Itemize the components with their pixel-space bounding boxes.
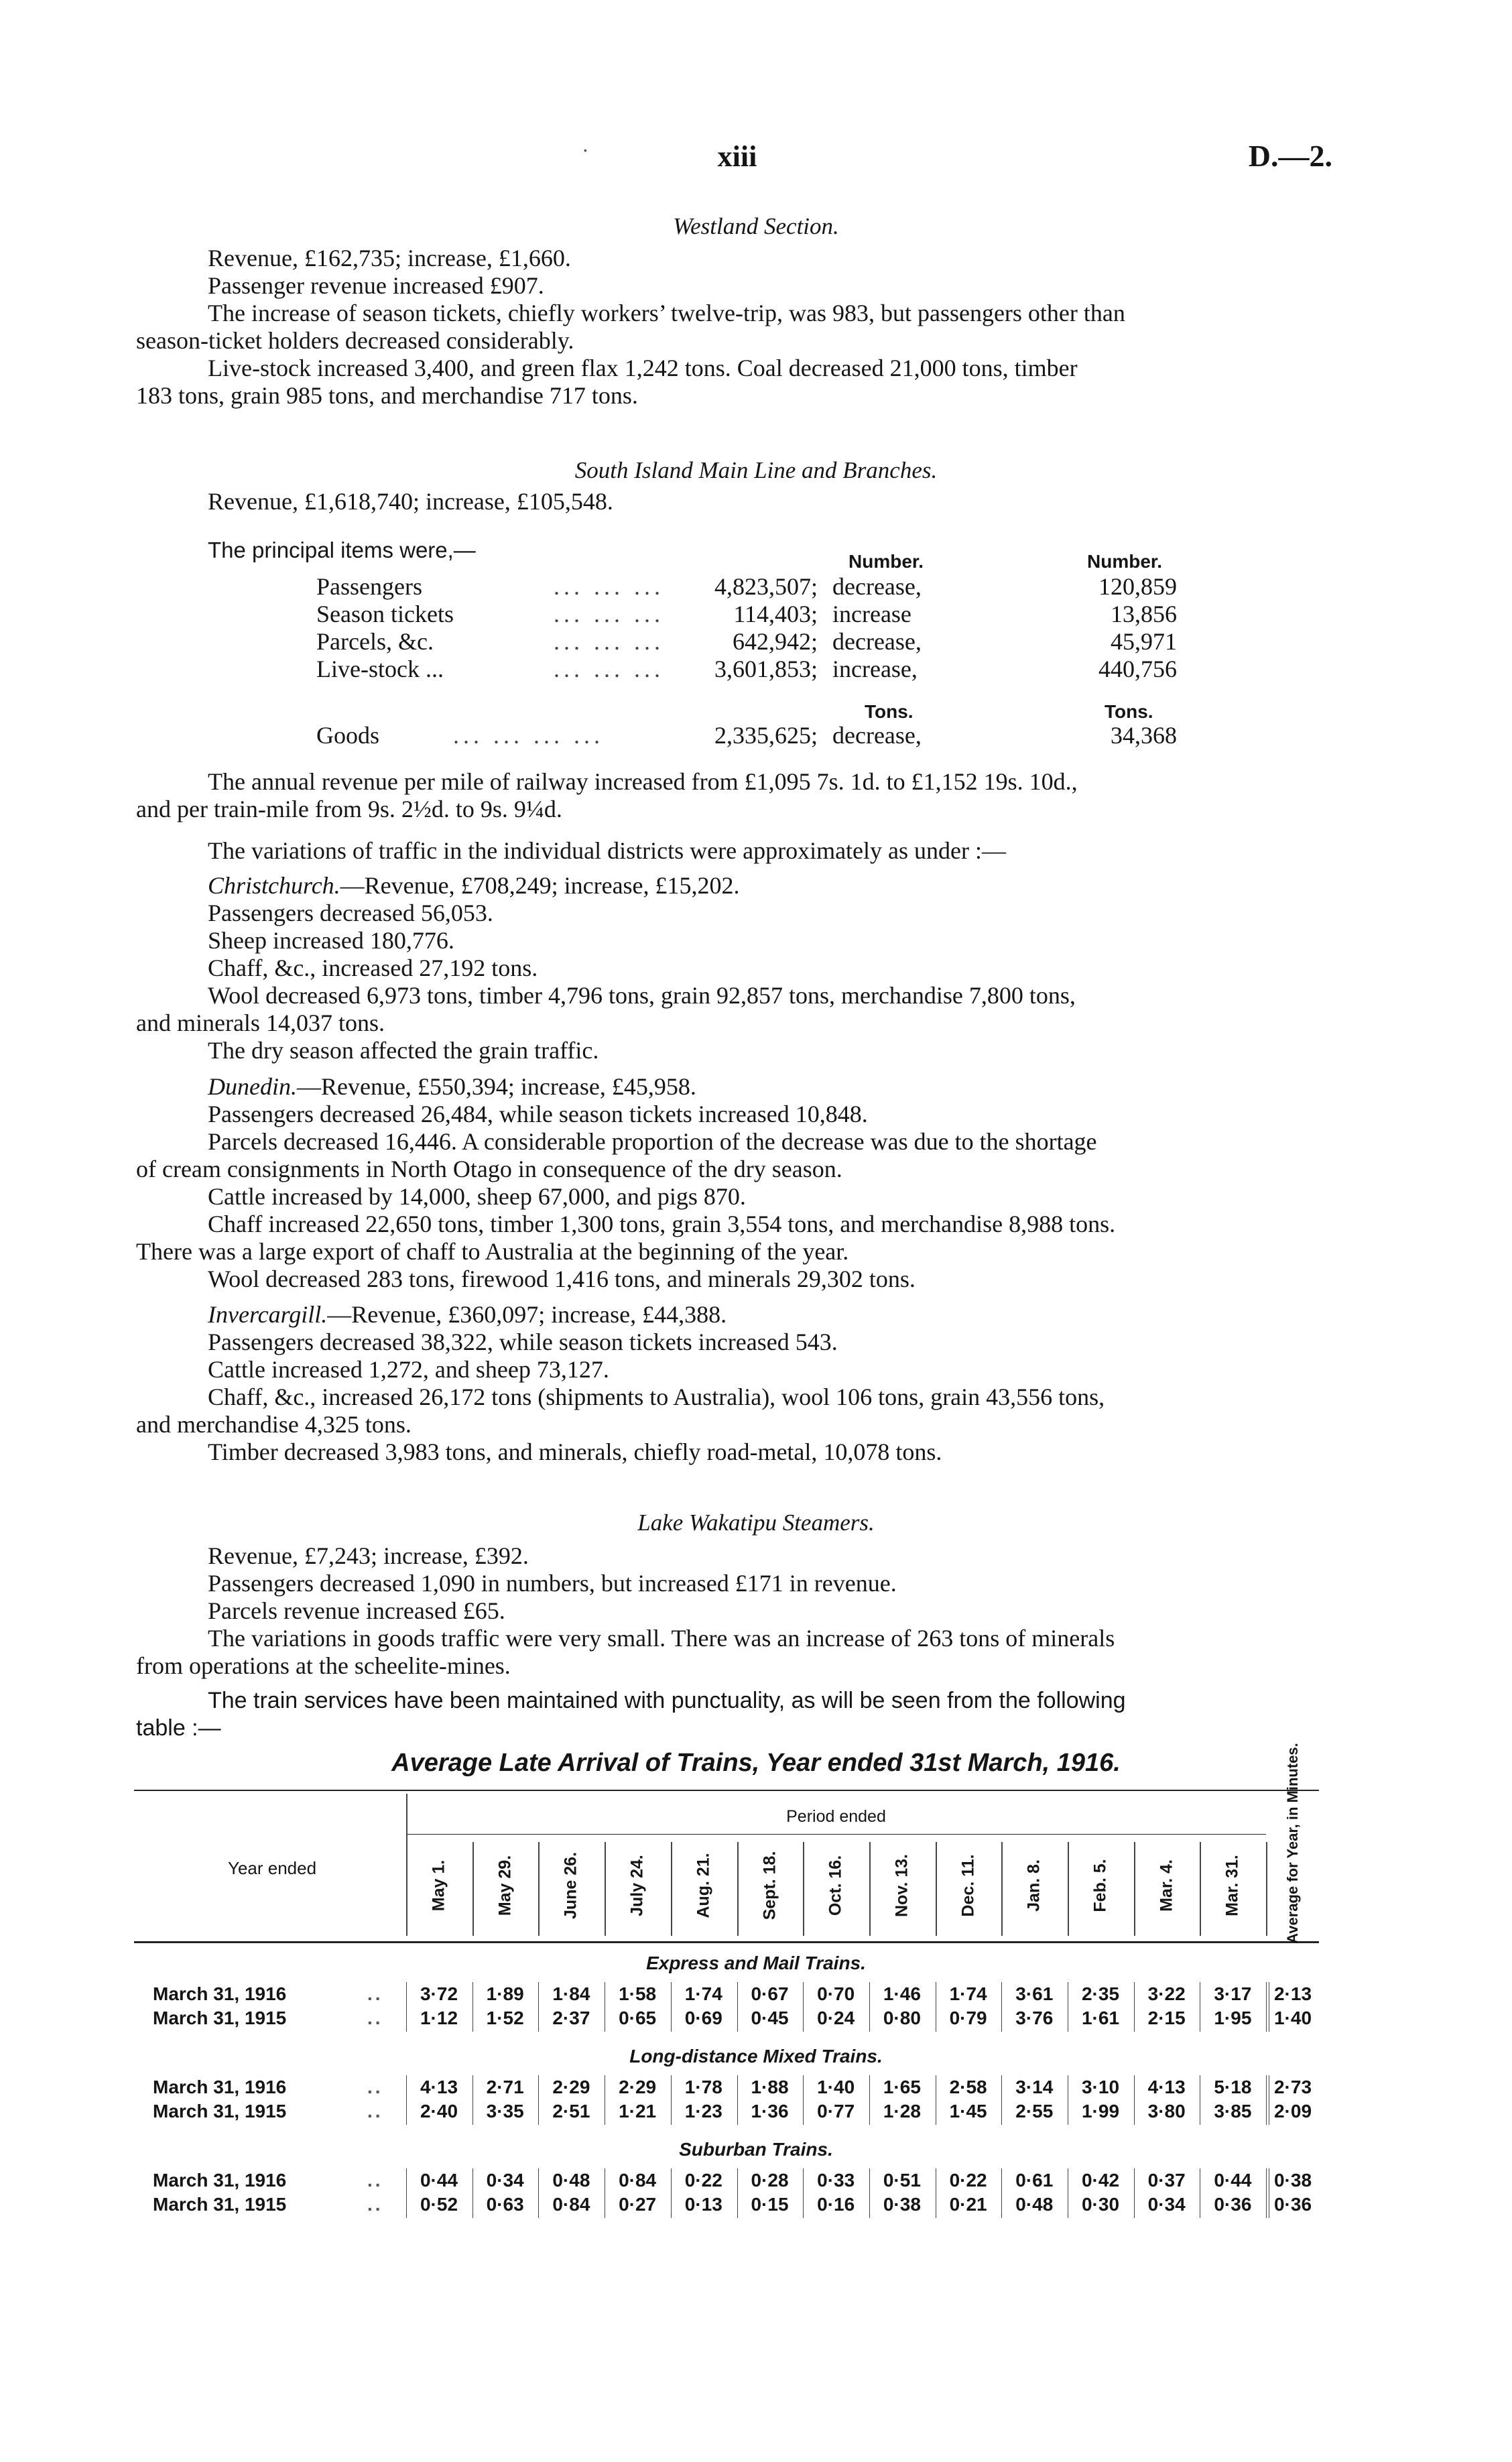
table-row <box>0 2077 1512 2101</box>
value-cell: 2·51 <box>552 2101 590 2121</box>
value-cell: 3·35 <box>486 2101 524 2121</box>
value-cell: 1·89 <box>486 1983 524 2004</box>
wakatipu-line: The variations in goods traffic were very small. There was an increase of 263 tons of minerals <box>208 1625 1115 1652</box>
table-header-rule <box>134 1941 1319 1943</box>
period-column-head: Oct. 16. <box>826 1855 845 1916</box>
column-separator <box>869 2075 870 2125</box>
dunedin-line: Chaff increased 22,650 tons, timber 1,300 tons, grain 3,554 tons, and merchandise 8,988 tons. <box>208 1211 1116 1237</box>
column-separator <box>671 1842 672 1936</box>
table-row <box>0 2101 1512 2125</box>
value-cell: 0·24 <box>817 2008 855 2028</box>
value-cell: 0·22 <box>949 2170 987 2191</box>
christchurch-line: Wool decreased 6,973 tons, timber 4,796 tons, grain 92,857 tons, merchandise 7,800 tons, <box>208 982 1076 1009</box>
value-cell: 1·74 <box>684 1983 722 2004</box>
column-separator <box>803 1982 804 2032</box>
christchurch-line: Sheep increased 180,776. <box>208 927 454 954</box>
page-number: xiii <box>717 140 757 173</box>
value-cell: 1·21 <box>619 2101 657 2121</box>
column-separator <box>538 2168 539 2218</box>
column-separator <box>472 2075 473 2125</box>
value-cell: 0·65 <box>619 2008 657 2028</box>
value-cell: 0·27 <box>619 2194 657 2215</box>
year-cell: March 31, 1916 <box>153 2077 287 2097</box>
value-cell: 3·14 <box>1015 2077 1054 2097</box>
column-separator <box>803 2168 804 2218</box>
table-row <box>0 2008 1512 2032</box>
principal-item-row: Passengers ... ... ... 4,823,507; decrease, 120,859 <box>316 573 1177 600</box>
column-separator <box>406 2168 407 2218</box>
wakatipu-title: Lake Wakatipu Steamers. <box>637 1510 875 1536</box>
average-cell: 1·40 <box>1273 2008 1312 2028</box>
value-cell: 1·84 <box>552 1983 590 2004</box>
westland-line: season-ticket holders decreased considerably. <box>136 327 574 354</box>
westland-line: The increase of season tickets, chiefly workers’ twelve-trip, was 983, but passengers other than <box>208 300 1125 326</box>
value-cell: 0·28 <box>751 2170 789 2191</box>
year-cell: March 31, 1916 <box>153 2170 287 2191</box>
period-column-head: Dec. 11. <box>958 1853 978 1917</box>
leader-dots: .. <box>367 2101 383 2121</box>
period-column-head: July 24. <box>627 1854 647 1916</box>
column-separator <box>406 1982 407 2032</box>
column-separator <box>605 1842 606 1936</box>
tons-column-head: Tons. <box>1105 701 1153 722</box>
column-separator <box>538 2075 539 2125</box>
column-separator <box>737 2168 738 2218</box>
value-cell: 0·67 <box>751 1983 789 2004</box>
value-cell: 2·15 <box>1147 2008 1186 2028</box>
average-column-head: Average for Year, in Minutes. <box>1284 1743 1301 1944</box>
table-row <box>0 2170 1512 2194</box>
period-column-head: June 26. <box>561 1851 580 1919</box>
dunedin-heading: Dunedin.—Revenue, £550,394; increase, £45,958. <box>208 1073 696 1100</box>
value-cell: 0·51 <box>883 2170 921 2191</box>
dunedin-line: Wool decreased 283 tons, firewood 1,416 tons, and minerals 29,302 tons. <box>208 1266 916 1292</box>
christchurch-heading: Christchurch.—Revenue, £708,249; increase, £15,202. <box>208 872 740 899</box>
column-separator <box>472 2168 473 2218</box>
column-separator <box>869 1982 870 2032</box>
christchurch-line: and minerals 14,037 tons. <box>136 1009 385 1036</box>
value-cell: 0·42 <box>1081 2170 1120 2191</box>
value-cell: 0·34 <box>486 2170 524 2191</box>
value-cell: 3·76 <box>1015 2008 1054 2028</box>
value-cell: 0·34 <box>1147 2194 1186 2215</box>
year-cell: March 31, 1916 <box>153 1983 287 2004</box>
value-cell: 1·78 <box>684 2077 722 2097</box>
column-separator <box>1266 2075 1267 2125</box>
value-cell: 3·72 <box>420 1983 458 2004</box>
value-cell: 0·70 <box>817 1983 855 2004</box>
column-separator <box>869 1842 871 1936</box>
principal-item-row: Parcels, &c. ... ... ... 642,942; decrease, 45,971 <box>316 628 1177 655</box>
train-group-heading: Express and Mail Trains. <box>646 1953 866 1973</box>
value-cell: 0·30 <box>1081 2194 1120 2215</box>
period-ended-head: Period ended <box>786 1807 886 1826</box>
value-cell: 0·79 <box>949 2008 987 2028</box>
column-separator <box>737 2075 738 2125</box>
column-separator <box>1134 2075 1135 2125</box>
value-cell: 0·13 <box>684 2194 722 2215</box>
header-mark: · <box>582 138 589 162</box>
value-cell: 3·85 <box>1214 2101 1252 2121</box>
column-separator <box>1001 1982 1002 2032</box>
column-separator <box>1134 1982 1135 2032</box>
value-cell: 1·61 <box>1081 2008 1120 2028</box>
average-cell: 2·73 <box>1273 2077 1312 2097</box>
year-cell: March 31, 1915 <box>153 2101 287 2121</box>
invercargill-line: Cattle increased 1,272, and sheep 73,127. <box>208 1356 609 1383</box>
column-separator <box>1266 1842 1267 1936</box>
value-cell: 1·58 <box>619 1983 657 2004</box>
goods-row: Goods ... ... ... ... 2,335,625; decrease, 34,368 <box>316 722 1177 749</box>
year-cell: March 31, 1915 <box>153 2008 287 2028</box>
value-cell: 0·48 <box>1015 2194 1054 2215</box>
christchurch-line: Chaff, &c., increased 27,192 tons. <box>208 955 538 981</box>
column-separator <box>406 2075 407 2125</box>
value-cell: 0·37 <box>1147 2170 1186 2191</box>
value-cell: 2·71 <box>486 2077 524 2097</box>
leader-dots: .. <box>367 2170 383 2191</box>
train-group-heading: Long-distance Mixed Trains. <box>629 2046 883 2067</box>
value-cell: 1·52 <box>486 2008 524 2028</box>
value-cell: 2·29 <box>619 2077 657 2097</box>
value-cell: 3·10 <box>1081 2077 1120 2097</box>
average-cell: 0·36 <box>1273 2194 1312 2215</box>
period-column-head: May 1. <box>429 1859 448 1911</box>
column-separator <box>671 1982 672 2032</box>
dunedin-line: Passengers decreased 26,484, while season tickets increased 10,848. <box>208 1101 868 1127</box>
value-cell: 0·48 <box>552 2170 590 2191</box>
table-row <box>0 1983 1512 2008</box>
invercargill-line: Passengers decreased 38,322, while season tickets increased 543. <box>208 1329 838 1355</box>
value-cell: 2·40 <box>420 2101 458 2121</box>
value-cell: 1·40 <box>817 2077 855 2097</box>
value-cell: 1·65 <box>883 2077 921 2097</box>
westland-line: Live-stock increased 3,400, and green flax 1,242 tons. Coal decreased 21,000 tons, timber <box>208 355 1078 381</box>
value-cell: 1·23 <box>684 2101 722 2121</box>
train-group-heading: Suburban Trains. <box>679 2139 833 2160</box>
column-separator <box>1266 2168 1267 2218</box>
number-column-head: Number. <box>1087 551 1163 572</box>
wakatipu-line: Revenue, £7,243; increase, £392. <box>208 1542 529 1569</box>
leader-dots: .. <box>367 2008 383 2028</box>
period-column-head: Aug. 21. <box>694 1852 713 1918</box>
value-cell: 0·45 <box>751 2008 789 2028</box>
period-rule <box>406 1834 1266 1835</box>
value-cell: 0·52 <box>420 2194 458 2215</box>
value-cell: 3·80 <box>1147 2101 1186 2121</box>
tons-column-head: Tons. <box>865 701 914 722</box>
south-island-revenue: Revenue, £1,618,740; increase, £105,548. <box>208 488 613 515</box>
column-separator <box>671 2075 672 2125</box>
column-separator <box>671 2168 672 2218</box>
column-separator <box>1134 1842 1135 1936</box>
westland-line: Revenue, £162,735; increase, £1,660. <box>208 245 571 271</box>
average-cell: 2·13 <box>1273 1983 1312 2004</box>
value-cell: 1·99 <box>1081 2101 1120 2121</box>
value-cell: 0·61 <box>1015 2170 1054 2191</box>
invercargill-heading: Invercargill.—Revenue, £360,097; increase, £44,388. <box>208 1301 727 1328</box>
column-separator <box>538 1982 539 2032</box>
value-cell: 1·45 <box>949 2101 987 2121</box>
column-separator <box>472 1842 474 1936</box>
annual-revenue-line: The annual revenue per mile of railway increased from £1,095 7s. 1d. to £1,152 19s. 10d., <box>208 768 1078 795</box>
value-cell: 0·84 <box>619 2170 657 2191</box>
period-column-head: Sept. 18. <box>760 1851 779 1920</box>
value-cell: 4·13 <box>420 2077 458 2097</box>
value-cell: 3·17 <box>1214 1983 1252 2004</box>
column-separator <box>737 1982 738 2032</box>
period-column-head: Mar. 31. <box>1222 1854 1242 1916</box>
value-cell: 0·63 <box>486 2194 524 2215</box>
column-separator <box>1134 2168 1135 2218</box>
average-cell: 0·38 <box>1273 2170 1312 2191</box>
table-row <box>0 2194 1512 2218</box>
value-cell: 2·29 <box>552 2077 590 2097</box>
value-cell: 3·61 <box>1015 1983 1054 2004</box>
column-separator <box>1200 1842 1201 1936</box>
year-ended-head: Year ended <box>228 1858 317 1878</box>
principal-item-row: Season tickets ... ... ... 114,403; increase 13,856 <box>316 601 1177 627</box>
christchurch-line: The dry season affected the grain traffic. <box>208 1037 599 1064</box>
leader-dots: .. <box>367 2077 383 2097</box>
value-cell: 1·12 <box>420 2008 458 2028</box>
value-cell: 0·21 <box>949 2194 987 2215</box>
value-cell: 0·84 <box>552 2194 590 2215</box>
period-column-head: Jan. 8. <box>1024 1859 1044 1912</box>
period-column-head: Mar. 4. <box>1157 1859 1176 1912</box>
value-cell: 0·33 <box>817 2170 855 2191</box>
value-cell: 2·58 <box>949 2077 987 2097</box>
column-separator <box>1001 2168 1002 2218</box>
period-column-head: Nov. 13. <box>892 1853 911 1917</box>
column-separator <box>1068 1842 1069 1936</box>
value-cell: 1·46 <box>883 1983 921 2004</box>
christchurch-line: Passengers decreased 56,053. <box>208 900 493 926</box>
invercargill-line: Timber decreased 3,983 tons, and minerals, chiefly road-metal, 10,078 tons. <box>208 1438 942 1465</box>
period-column-head: May 29. <box>495 1855 515 1916</box>
column-separator <box>1266 1982 1267 2032</box>
value-cell: 0·38 <box>883 2194 921 2215</box>
value-cell: 0·44 <box>1214 2170 1252 2191</box>
value-cell: 1·88 <box>751 2077 789 2097</box>
column-separator <box>936 1842 937 1936</box>
value-cell: 1·74 <box>949 1983 987 2004</box>
column-separator <box>737 1842 739 1936</box>
column-separator <box>406 1794 407 1936</box>
value-cell: 0·44 <box>420 2170 458 2191</box>
leader-dots: .. <box>367 2194 383 2215</box>
dunedin-line: of cream consignments in North Otago in consequence of the dry season. <box>136 1156 842 1182</box>
value-cell: 1·28 <box>883 2101 921 2121</box>
westland-title: Westland Section. <box>673 213 839 239</box>
table-top-rule <box>134 1790 1319 1791</box>
number-column-head: Number. <box>848 551 924 572</box>
value-cell: 5·18 <box>1214 2077 1252 2097</box>
value-cell: 3·22 <box>1147 1983 1186 2004</box>
wakatipu-line: from operations at the scheelite-mines. <box>136 1652 511 1679</box>
annual-revenue-line: and per train-mile from 9s. 2½d. to 9s. 9¼d. <box>136 796 562 822</box>
value-cell: 0·77 <box>817 2101 855 2121</box>
south-island-title: South Island Main Line and Branches. <box>574 457 938 483</box>
column-separator <box>1001 2075 1002 2125</box>
principal-items-intro: The principal items were,— <box>208 538 476 562</box>
value-cell: 1·36 <box>751 2101 789 2121</box>
year-cell: March 31, 1915 <box>153 2194 287 2215</box>
value-cell: 2·55 <box>1015 2101 1054 2121</box>
variations-intro: The variations of traffic in the individual districts were approximately as under :— <box>208 837 1006 864</box>
value-cell: 4·13 <box>1147 2077 1186 2097</box>
column-separator <box>869 2168 870 2218</box>
column-separator <box>1001 1842 1003 1936</box>
dunedin-line: Parcels decreased 16,446. A considerable proportion of the decrease was due to the shortage <box>208 1128 1097 1155</box>
period-column-head: Feb. 5. <box>1090 1858 1110 1912</box>
column-separator <box>803 2075 804 2125</box>
column-separator <box>472 1982 473 2032</box>
westland-line: Passenger revenue increased £907. <box>208 272 544 299</box>
table-title: Average Late Arrival of Trains, Year ended 31st March, 1916. <box>391 1749 1121 1777</box>
punctuality-intro: table :— <box>136 1715 221 1741</box>
value-cell: 0·36 <box>1214 2194 1252 2215</box>
invercargill-line: Chaff, &c., increased 26,172 tons (shipments to Australia), wool 106 tons, grain 43,556 tons, <box>208 1383 1105 1410</box>
value-cell: 0·69 <box>684 2008 722 2028</box>
punctuality-intro: The train services have been maintained with punctuality, as will be seen from the following <box>208 1688 1126 1713</box>
column-separator <box>538 1842 540 1936</box>
leader-dots: .. <box>367 1983 383 2004</box>
column-separator <box>803 1842 804 1936</box>
invercargill-line: and merchandise 4,325 tons. <box>136 1411 412 1438</box>
document-code: D.—2. <box>1248 139 1332 173</box>
wakatipu-line: Passengers decreased 1,090 in numbers, but increased £171 in revenue. <box>208 1570 897 1597</box>
dunedin-line: There was a large export of chaff to Australia at the beginning of the year. <box>136 1238 849 1265</box>
westland-line: 183 tons, grain 985 tons, and merchandise 717 tons. <box>136 382 638 409</box>
value-cell: 0·80 <box>883 2008 921 2028</box>
value-cell: 0·15 <box>751 2194 789 2215</box>
wakatipu-line: Parcels revenue increased £65. <box>208 1597 505 1624</box>
dunedin-line: Cattle increased by 14,000, sheep 67,000, and pigs 870. <box>208 1183 746 1210</box>
principal-item-row: Live-stock ... ... ... ... 3,601,853; increase, 440,756 <box>316 656 1177 682</box>
value-cell: 0·16 <box>817 2194 855 2215</box>
value-cell: 2·35 <box>1081 1983 1120 2004</box>
average-cell: 2·09 <box>1273 2101 1312 2121</box>
value-cell: 2·37 <box>552 2008 590 2028</box>
value-cell: 0·22 <box>684 2170 722 2191</box>
value-cell: 1·95 <box>1214 2008 1252 2028</box>
